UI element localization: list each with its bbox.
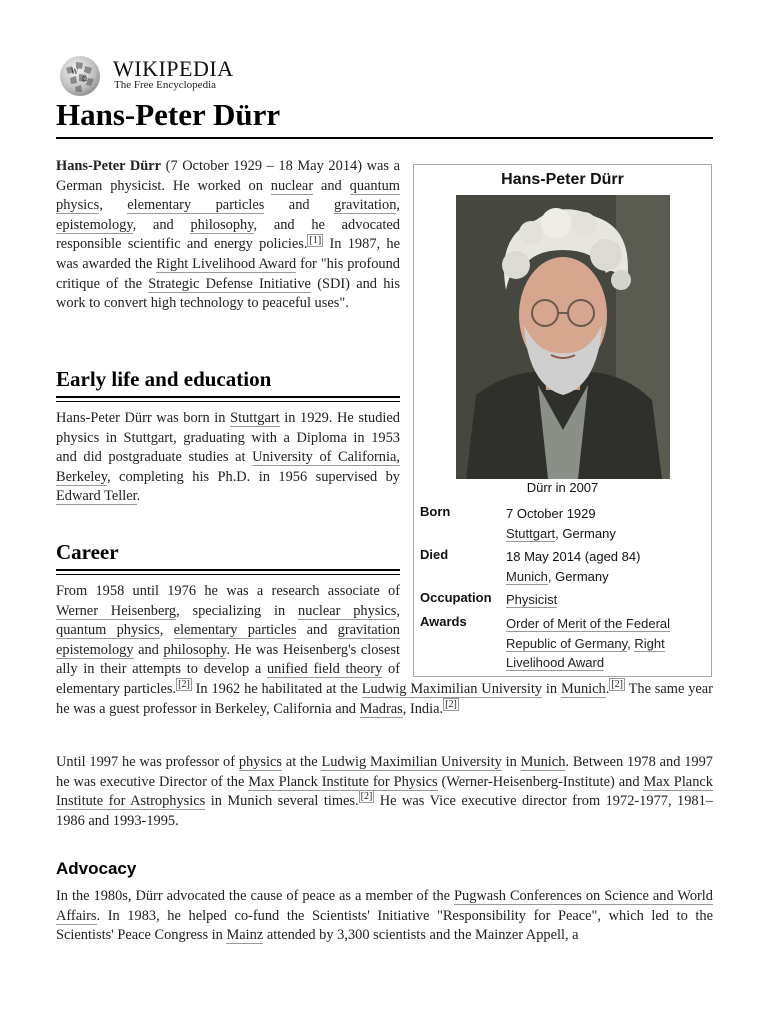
awards-value [506,614,702,673]
link-philosophy[interactable]: philosophy [163,641,227,658]
link-gravitation-epistemology[interactable]: gravitation epistemology [56,622,400,658]
awards-separator: , [627,635,635,651]
career-text: in [501,754,521,770]
link-edward-teller[interactable]: Edward Teller [56,488,137,505]
photo-caption: Dürr in 2007 [526,480,599,495]
page-title: Hans-Peter Dürr [56,97,281,132]
died-country: , Germany [547,568,609,584]
link-max-planck-institute-for-astrophysics[interactable]: Max Planck Institute for Astrophysics [56,773,713,810]
infobox-title: Hans-Peter Dürr [501,171,624,188]
career-text: In 1962 he habilitated at the [191,680,362,697]
early-text: , completing his Ph.D. in 1956 supervised by [107,468,400,485]
infobox [413,164,712,677]
link-unified-field-theory[interactable]: unified field theory [266,661,383,678]
intro-text: , and he advocated responsible scientific and energy policies. [56,216,400,253]
portrait-illustration [456,195,670,479]
career-text: in [542,680,561,697]
career-text: . [605,680,610,697]
wikipedia-tagline: The Free Encyclopedia [114,79,217,91]
link-right-livelihood-award[interactable]: Right Livelihood Award [156,255,297,272]
link-munich[interactable]: Munich [520,754,566,770]
link-ludwig-maximilian-university[interactable]: Ludwig Maximilian University [321,754,502,770]
link-physics[interactable]: physics [238,754,282,770]
born-value [506,504,702,543]
link-madras[interactable]: Madras [359,700,403,717]
career-text: , [159,622,174,639]
career-text: in Munich several times. [205,793,359,810]
section-heading-career: Career [56,540,119,564]
link-epistemology[interactable]: epistemology [56,216,133,233]
career-text: , specializing in [176,602,299,619]
link-order-of-merit[interactable]: Order of Merit of the Federal Republic of Germany [506,616,671,651]
citation-1[interactable]: [1] [309,234,322,246]
citation-2[interactable]: [2] [178,679,190,691]
career-text: . Between 1978 and 1997 he was executive Director of the [56,754,713,790]
career-text: From 1958 until 1976 he was a research associate of [56,583,400,599]
died-value [506,547,702,586]
career-text: , [396,602,400,619]
advocacy-text: In the 1980s, Dürr advocated the cause of peace as a member of the [56,888,454,904]
career-text: The same year he was a guest professor in Berkeley, California and [56,680,713,717]
link-quantum-physics[interactable]: quantum physics [56,177,400,214]
link-right-livelihood-award[interactable]: Right Livelihood Award [506,635,665,670]
career-text: of elementary particles. [56,661,400,697]
career-text: He was Vice executive director from 1972-1977, 1981–1986 and 1993-1995. [56,793,714,829]
link-mainz[interactable]: Mainz [226,927,264,944]
advocacy-text: . In 1983, he helped co-fund the Scientists' Initiative "Responsibility for Peace", which led to the Scientists' Peace Congress in [56,907,713,944]
link-stuttgart[interactable]: Stuttgart [230,410,280,426]
career-text: . He was Heisenberg's closest ally in their attempts to develop a [56,641,400,678]
intro-text: , and [132,216,191,233]
born-date: 7 October 1929 [506,506,596,521]
born-label: Born [420,504,451,519]
career-text: and [296,622,338,639]
early-text: in 1929. He studied physics in Stuttgart, graduating with a Diploma in 1953 and did postgraduate studies at [56,410,400,466]
intro-text: , [396,197,400,214]
intro-text: (SDI) and his work to convert high technology to peaceful uses". [56,275,401,312]
link-werner-heisenberg[interactable]: Werner Heisenberg [56,602,177,619]
svg-text:Ω: Ω [82,76,87,83]
link-physicist[interactable]: Physicist [506,592,558,607]
link-stuttgart[interactable]: Stuttgart [506,525,556,541]
career-text: and [133,641,164,658]
intro-text: and [264,197,335,214]
link-elementary-particles[interactable]: elementary particles [173,622,297,639]
advocacy-paragraph [56,887,713,946]
section-divider [56,401,400,402]
link-uc-berkeley[interactable]: University of California, Berkeley [56,449,400,485]
early-text: Hans-Peter Dürr was born in [56,410,231,426]
wikipedia-logo[interactable] [56,54,296,98]
section-divider [56,396,400,398]
intro-text: , [99,197,128,214]
link-elementary-particles[interactable]: elementary particles [127,197,265,214]
advocacy-text: attended by 3,300 scientists and the Mainzer Appell, a [263,927,579,944]
citation-2[interactable]: [2] [360,791,373,803]
intro-text: and [313,177,350,194]
died-label: Died [420,547,449,562]
early-text: . [136,488,141,505]
portrait-photo[interactable] [456,195,670,479]
died-date: 18 May 2014 (aged 84) [506,549,641,564]
title-divider [56,137,713,139]
link-gravitation[interactable]: gravitation [334,197,397,214]
career-text: at the [282,754,322,770]
link-max-planck-institute-for-physics[interactable]: Max Planck Institute for Physics [248,773,438,790]
link-strategic-defense-initiative[interactable]: Strategic Defense Initiative [148,275,311,292]
early-life-paragraph [56,409,400,507]
link-philosophy[interactable]: philosophy [190,216,254,233]
link-nuclear[interactable]: nuclear [270,177,314,194]
svg-text:W: W [71,68,79,76]
wikipedia-globe-icon [56,54,104,98]
career-text: , India. [402,700,444,717]
intro-text: for "his profound critique of the [56,255,400,292]
career-text: Until 1997 he was professor of [56,754,239,770]
section-divider [56,569,400,571]
career-text: (Werner-Heisenberg-Institute) and [437,773,644,790]
link-quantum-physics[interactable]: quantum physics [56,622,160,639]
occupation-value [506,590,702,610]
citation-2[interactable]: [2] [445,698,457,710]
link-nuclear-physics[interactable]: nuclear physics [298,602,397,619]
occupation-label: Occupation [420,590,492,605]
link-munich[interactable]: Munich [560,680,606,697]
career-paragraph-2 [56,753,713,831]
awards-label: Awards [420,614,467,629]
link-pugwash-conferences[interactable]: Pugwash Conferences on Science and World Affairs [56,888,714,924]
intro-text: In 1987, he was awarded the [56,236,400,272]
link-munich[interactable]: Munich [506,568,548,584]
wikipedia-wordmark: WIKIPEDIA [113,56,234,81]
intro-text: (7 October 1929 – 18 May 2014) was a German physicist. He worked on [56,158,400,194]
section-divider [56,574,400,575]
intro-paragraph [56,157,400,314]
link-ludwig-maximilian-university[interactable]: Ludwig Maximilian University [361,680,543,697]
section-heading-early-life: Early life and education [56,367,272,391]
intro-subject: Hans-Peter Dürr [56,158,162,174]
born-country: , Germany [555,525,616,541]
section-heading-advocacy: Advocacy [56,859,137,878]
citation-2[interactable]: [2] [611,679,624,691]
